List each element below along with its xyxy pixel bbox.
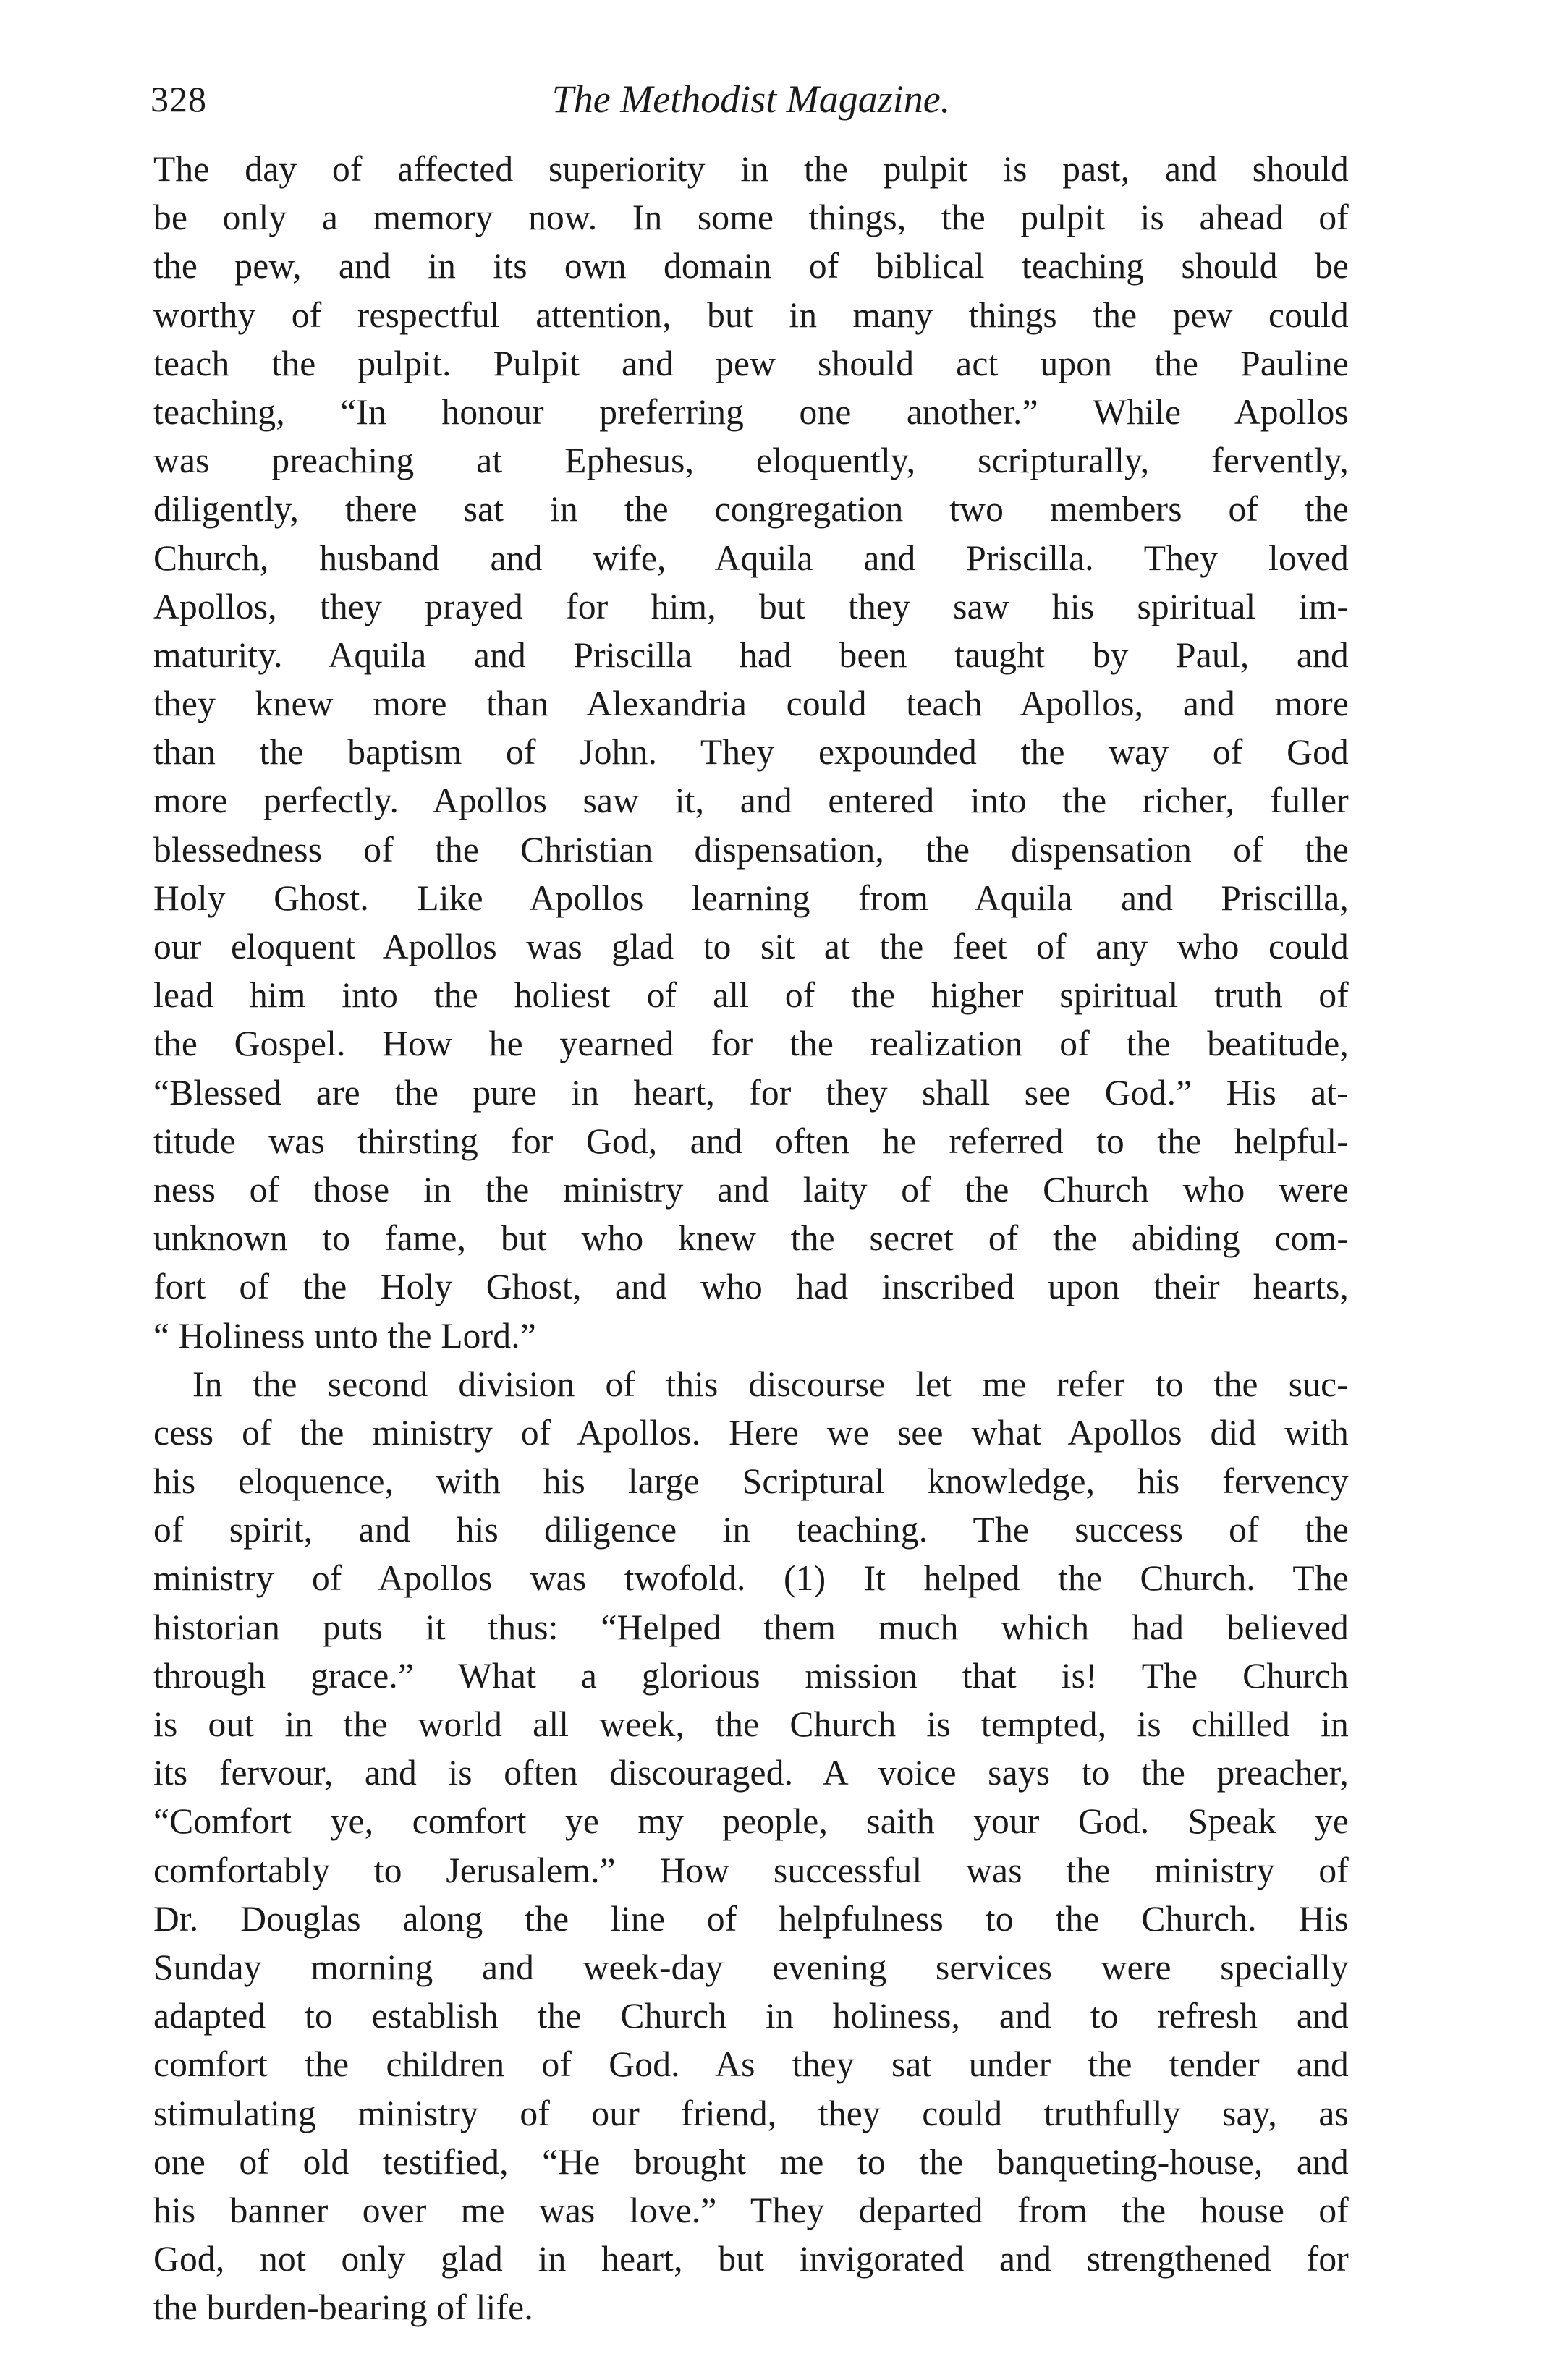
text-line: they knew more than Alexandria could teach Apollos, and more — [153, 684, 1349, 724]
article-body — [153, 145, 1349, 2332]
text-line: historian puts it thus: “Helped them much which had believed — [153, 1607, 1349, 1647]
text-line: God, not only glad in heart, but invigorated and strengthened for — [153, 2239, 1349, 2279]
text-line: the pew, and in its own domain of biblical teaching should be — [153, 246, 1349, 286]
text-line: blessedness of the Christian dispensation, the dispensation of the — [153, 829, 1349, 870]
text-line: maturity. Aquila and Priscilla had been taught by Paul, and — [153, 634, 1349, 675]
running-title: The Methodist Magazine. — [551, 77, 951, 121]
text-line: stimulating ministry of our friend, they could truthfully say, as — [153, 2093, 1349, 2133]
text-line: Holy Ghost. Like Apollos learning from Aquila and Priscilla, — [153, 877, 1349, 918]
text-line: comfortably to Jerusalem.” How successful was the ministry of — [153, 1850, 1349, 1890]
text-line: The day of affected superiority in the pulpit is past, and should — [153, 149, 1349, 189]
text-line: Apollos, they prayed for him, but they saw his spiritual im- — [153, 586, 1349, 626]
text-line: comfort the children of God. As they sat under the tender and — [153, 2044, 1349, 2085]
text-line: diligently, there sat in the congregation two members of the — [153, 489, 1349, 530]
text-line: our eloquent Apollos was glad to sit at the feet of any who could — [153, 927, 1349, 966]
text-line: adapted to establish the Church in holiness, and to refresh and — [153, 1996, 1349, 2036]
text-line: unknown to fame, but who knew the secret of the abiding com- — [153, 1218, 1349, 1259]
text-line: the burden-bearing of life. — [153, 2287, 533, 2328]
text-line: of spirit, and his diligence in teaching. The success of the — [153, 1510, 1349, 1550]
page-header — [151, 67, 1352, 132]
text-line: is out in the world all week, the Church is tempted, is chilled in — [153, 1704, 1349, 1744]
text-line: titude was thirsting for God, and often he referred to the helpful- — [153, 1121, 1349, 1161]
text-line: ministry of Apollos was twofold. (1) It helped the Church. The — [153, 1558, 1349, 1599]
text-line: lead him into the holiest of all of the higher spiritual truth of — [153, 975, 1349, 1016]
page-number: 328 — [151, 79, 207, 119]
text-line: fort of the Holy Ghost, and who had inscribed upon their hearts, — [153, 1267, 1349, 1307]
text-line: one of old testified, “He brought me to the banqueting-house, and — [153, 2141, 1349, 2182]
text-line: than the baptism of John. They expounded the way of God — [153, 732, 1349, 773]
text-line: his eloquence, with his large Scriptural knowledge, his fervency — [153, 1461, 1349, 1502]
text-line: “ Holiness unto the Lord.” — [153, 1315, 536, 1356]
text-line: his banner over me was love.” They departed from the house of — [153, 2190, 1349, 2230]
text-line: teach the pulpit. Pulpit and pew should act upon the Pauline — [153, 343, 1349, 383]
text-line: cess of the ministry of Apollos. Here we see what Apollos did with — [153, 1412, 1349, 1453]
text-line: teaching, “In honour preferring one another.” While Apollos — [153, 391, 1349, 432]
text-line: Sunday morning and week-day evening services were specially — [153, 1947, 1349, 1987]
text-line: In the second division of this discourse let me refer to the suc- — [192, 1364, 1349, 1404]
text-line: Church, husband and wife, Aquila and Priscilla. They loved — [153, 537, 1349, 578]
text-line: was preaching at Ephesus, eloquently, scripturally, fervently, — [153, 441, 1349, 481]
text-line: ness of those in the ministry and laity of the Church who were — [153, 1169, 1349, 1210]
text-line: be only a memory now. In some things, the pulpit is ahead of — [153, 197, 1349, 238]
text-line: worthy of respectful attention, but in many things the pew could — [153, 294, 1349, 335]
text-line: more perfectly. Apollos saw it, and entered into the richer, fuller — [153, 781, 1349, 821]
text-line: Dr. Douglas along the line of helpfulness to the Church. His — [153, 1898, 1349, 1939]
text-line: its fervour, and is often discouraged. A voice says to the preacher, — [153, 1753, 1349, 1793]
text-line: the Gospel. How he yearned for the realization of the beatitude, — [153, 1024, 1349, 1064]
text-line: “Blessed are the pure in heart, for they shall see God.” His at- — [153, 1072, 1349, 1113]
paragraph-1 — [153, 145, 1349, 1360]
text-line: through grace.” What a glorious mission that is! The Church — [153, 1655, 1349, 1696]
paragraph-2 — [153, 1360, 1349, 2332]
text-line: “Comfort ye, comfort ye my people, saith your God. Speak ye — [153, 1801, 1349, 1842]
